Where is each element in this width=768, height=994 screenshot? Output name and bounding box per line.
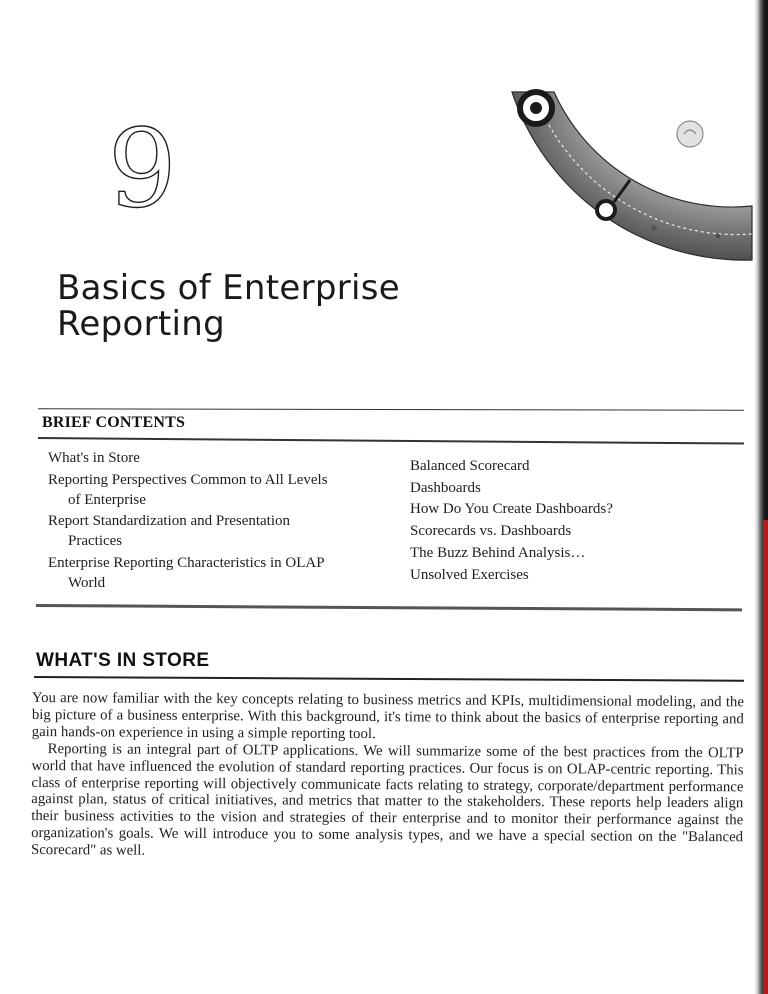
brief-contents-heading: BRIEF CONTENTS: [42, 414, 186, 431]
toc-item-reporting-perspectives-cont[interactable]: of Enterprise: [68, 491, 146, 508]
toc-item-unsolved-exercises[interactable]: Unsolved Exercises: [410, 566, 529, 583]
section-heading-rule: [34, 676, 744, 681]
chapter-title-line-1: Basics of Enterprise: [57, 268, 401, 308]
brief-contents-top-rule: [38, 408, 744, 410]
paragraph-1: You are now familiar with the key concepts relating to business metrics and KPIs, multidimensional modeling, and the big picture of a business enterprise. With this background, it's time to think about the basics of enterprise reporting and gain hands-on experience in using a simple reporting tool.: [31, 690, 744, 742]
brief-contents-left-column: [48, 448, 388, 594]
paragraph-2: Reporting is an integral part of OLTP applications. We will summarize some of the best practices from the OLTP world that have influenced the evolution of standard reporting practices. Our focus is on OLAP-centric reporting. This class of enterprise reporting will objectively communicate facts relating to strategy, corporate/department performance against plan, status of critical initiatives, and metrics that matter to the stakeholders. These reports help leaders align their business activities to the vision and strategies of their enterprise and to monitor their performance against the organization's goals. We will introduce you to some analysis types, and we have a special section on the "Balanced Scorecard" as well.: [30, 740, 744, 859]
toc-item-enterprise-reporting-olap-cont[interactable]: World: [68, 574, 106, 591]
toc-item-reporting-perspectives[interactable]: Reporting Perspectives Common to All Levels: [48, 471, 328, 488]
toc-item-scorecards-vs-dashboards[interactable]: Scorecards vs. Dashboards: [410, 523, 572, 540]
chapter-title-line-2: Reporting: [57, 304, 225, 344]
brief-contents-heading-rule: [38, 437, 744, 445]
chapter-ornament-graphic: [504, 88, 754, 268]
toc-item-enterprise-reporting-olap[interactable]: Enterprise Reporting Characteristics in OLAP: [48, 554, 325, 571]
toc-item-whats-in-store[interactable]: What's in Store: [48, 450, 140, 466]
toc-item-report-standardization[interactable]: Report Standardization and Presentation: [48, 513, 291, 529]
section-heading-whats-in-store: WHAT'S IN STORE: [36, 650, 210, 671]
brief-contents-right-column: [410, 456, 670, 586]
page-spine-red-strip: [763, 520, 768, 994]
brief-contents-bottom-rule: [36, 604, 742, 611]
toc-item-dashboards[interactable]: Dashboards: [410, 479, 481, 496]
chapter-title: [57, 270, 400, 342]
toc-item-create-dashboards[interactable]: How Do You Create Dashboards?: [410, 501, 613, 518]
whats-in-store-body: [31, 690, 744, 863]
toc-item-buzz-behind-analysis[interactable]: The Buzz Behind Analysis…: [410, 544, 586, 561]
toc-item-report-standardization-cont[interactable]: Practices: [68, 533, 123, 549]
chapter-number: 9: [108, 107, 177, 232]
toc-item-balanced-scorecard[interactable]: Balanced Scorecard: [410, 458, 530, 474]
